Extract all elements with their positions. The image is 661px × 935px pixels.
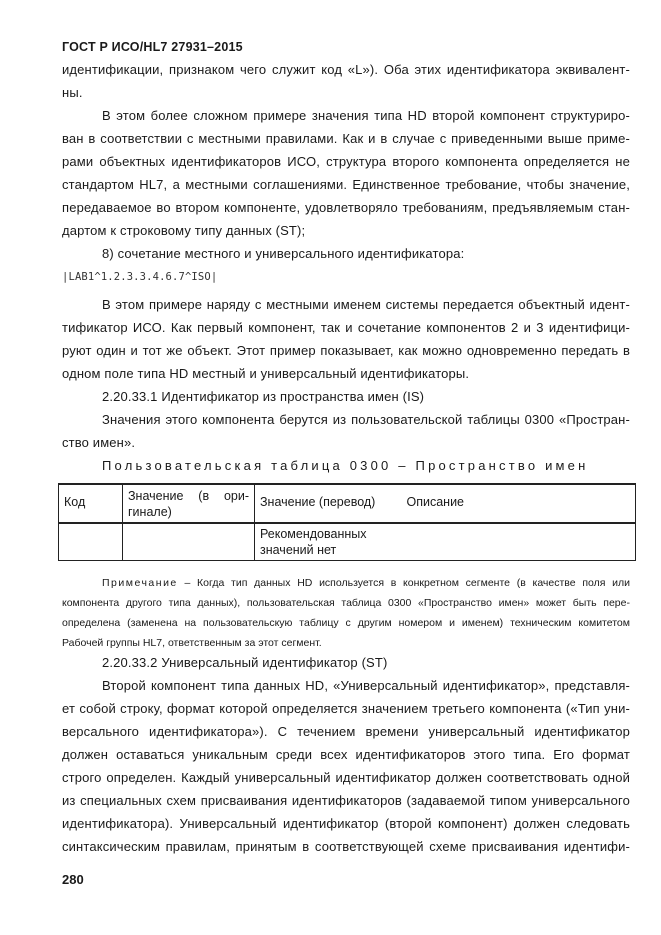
paragraph-line: строго определен. Каждый универсальный идентификатор должен соответствовать одной: [62, 770, 630, 785]
table-cell: [59, 523, 123, 561]
table-caption: Пользовательская таблица 0300 – Пространство имен: [102, 458, 589, 473]
paragraph-line: одном поле типа HD местный и универсальный идентификаторы.: [62, 366, 470, 381]
user-table-0300: [58, 483, 636, 561]
paragraph-line: В этом примере наряду с местными именем системы передается объектный идент-: [102, 297, 630, 312]
paragraph-line: синтаксическим правилам, принятым в соответствующей схеме присваивания идентифи-: [62, 839, 630, 854]
paragraph-line: Значения этого компонента берутся из пользовательской таблицы 0300 «Простран-: [102, 412, 630, 427]
paragraph-line: должен оставаться уникальным среди всех идентификаторов этого типа. Его формат: [62, 747, 630, 762]
running-header: ГОСТ Р ИСО/HL7 27931–2015: [62, 40, 243, 54]
table-header-row: [59, 484, 636, 523]
note-line: определена (заменена на пользовательскую таблицу с другим номером и именем) техническим комитетом: [62, 617, 630, 629]
paragraph-line: стандартом HL7, а местными соглашениями. Единственное требование, чтобы значение,: [62, 177, 630, 192]
paragraph-line: из специальных схем присваивания идентификаторов (задаваемой типом универсального: [62, 793, 630, 808]
table-cell: [255, 523, 401, 561]
table-cell-text: Рекомендованных: [260, 527, 367, 541]
note-line: Рабочей группы HL7, ответственным за этот сегмент.: [62, 637, 322, 649]
page-number: 280: [62, 872, 84, 887]
paragraph-line: идентификации, признаком чего служит код «L»). Оба этих идентификатора эквивалент-: [62, 62, 630, 77]
section-heading: 2.20.33.2 Универсальный идентификатор (ST): [102, 655, 388, 670]
note-line: компонента другого типа данных), пользовательская таблица 0300 «Пространство имен» может быть пере-: [62, 597, 630, 609]
paragraph-line: ет собой строку, формат которой определяется значением третьего компонента («Тип уни-: [62, 701, 630, 716]
table-header-cell: Значение (перевод): [255, 484, 401, 523]
note-label: Примечание: [102, 577, 178, 589]
paragraph-line: В этом более сложном примере значения типа HD второй компонент структуриро-: [102, 108, 630, 123]
paragraph-line: ство имен».: [62, 435, 136, 450]
table-row: [59, 523, 636, 561]
paragraph-line: версального идентификатора»). С течением времени универсальный идентификатор: [62, 724, 630, 739]
table-header-cell: [123, 484, 255, 523]
table-header-cell: Код: [59, 484, 123, 523]
table-header-text: гинале): [128, 505, 172, 519]
paragraph-line: идентификатора). Универсальный идентификатор (второй компонент) должен следовать: [62, 816, 630, 831]
paragraph-line: передаваемое во втором компоненте, удовлетворяло требованиям, предъявляемым стан-: [62, 200, 630, 215]
table-header-text: Значение (в ори-: [128, 489, 249, 503]
paragraph-line: руют один и тот же объект. Этот пример показывает, как можно одновременно передать в: [62, 343, 630, 358]
paragraph-line: ны.: [62, 85, 83, 100]
paragraph-line: ван в соответствии с местными правилами. Как и в случае с приведенными выше приме-: [62, 131, 630, 146]
paragraph-line: рами объектных идентификаторов ИСО, структура второго компонента определяется не: [62, 154, 630, 169]
table-cell-text: значений нет: [260, 543, 337, 557]
section-heading: 2.20.33.1 Идентификатор из пространства имен (IS): [102, 389, 425, 404]
paragraph-line: тификатор ИСО. Как первый компонент, так и сочетание компонентов 2 и 3 идентифици-: [62, 320, 630, 335]
table-cell: [123, 523, 255, 561]
note-text: – Когда тип данных HD используется в конкретном сегменте (в качестве поля или: [177, 577, 630, 589]
note-line: [102, 576, 630, 590]
paragraph-line: дартом к строковому типу данных (ST);: [62, 223, 306, 238]
code-example: |LAB1^1.2.3.3.4.6.7^ISO|: [62, 271, 218, 283]
list-item: 8) сочетание местного и универсального идентификатора:: [102, 246, 465, 261]
table-header-cell: Описание: [401, 484, 636, 523]
paragraph-line: Второй компонент типа данных HD, «Универсальный идентификатор», представля-: [102, 678, 630, 693]
table-cell: [401, 523, 636, 561]
